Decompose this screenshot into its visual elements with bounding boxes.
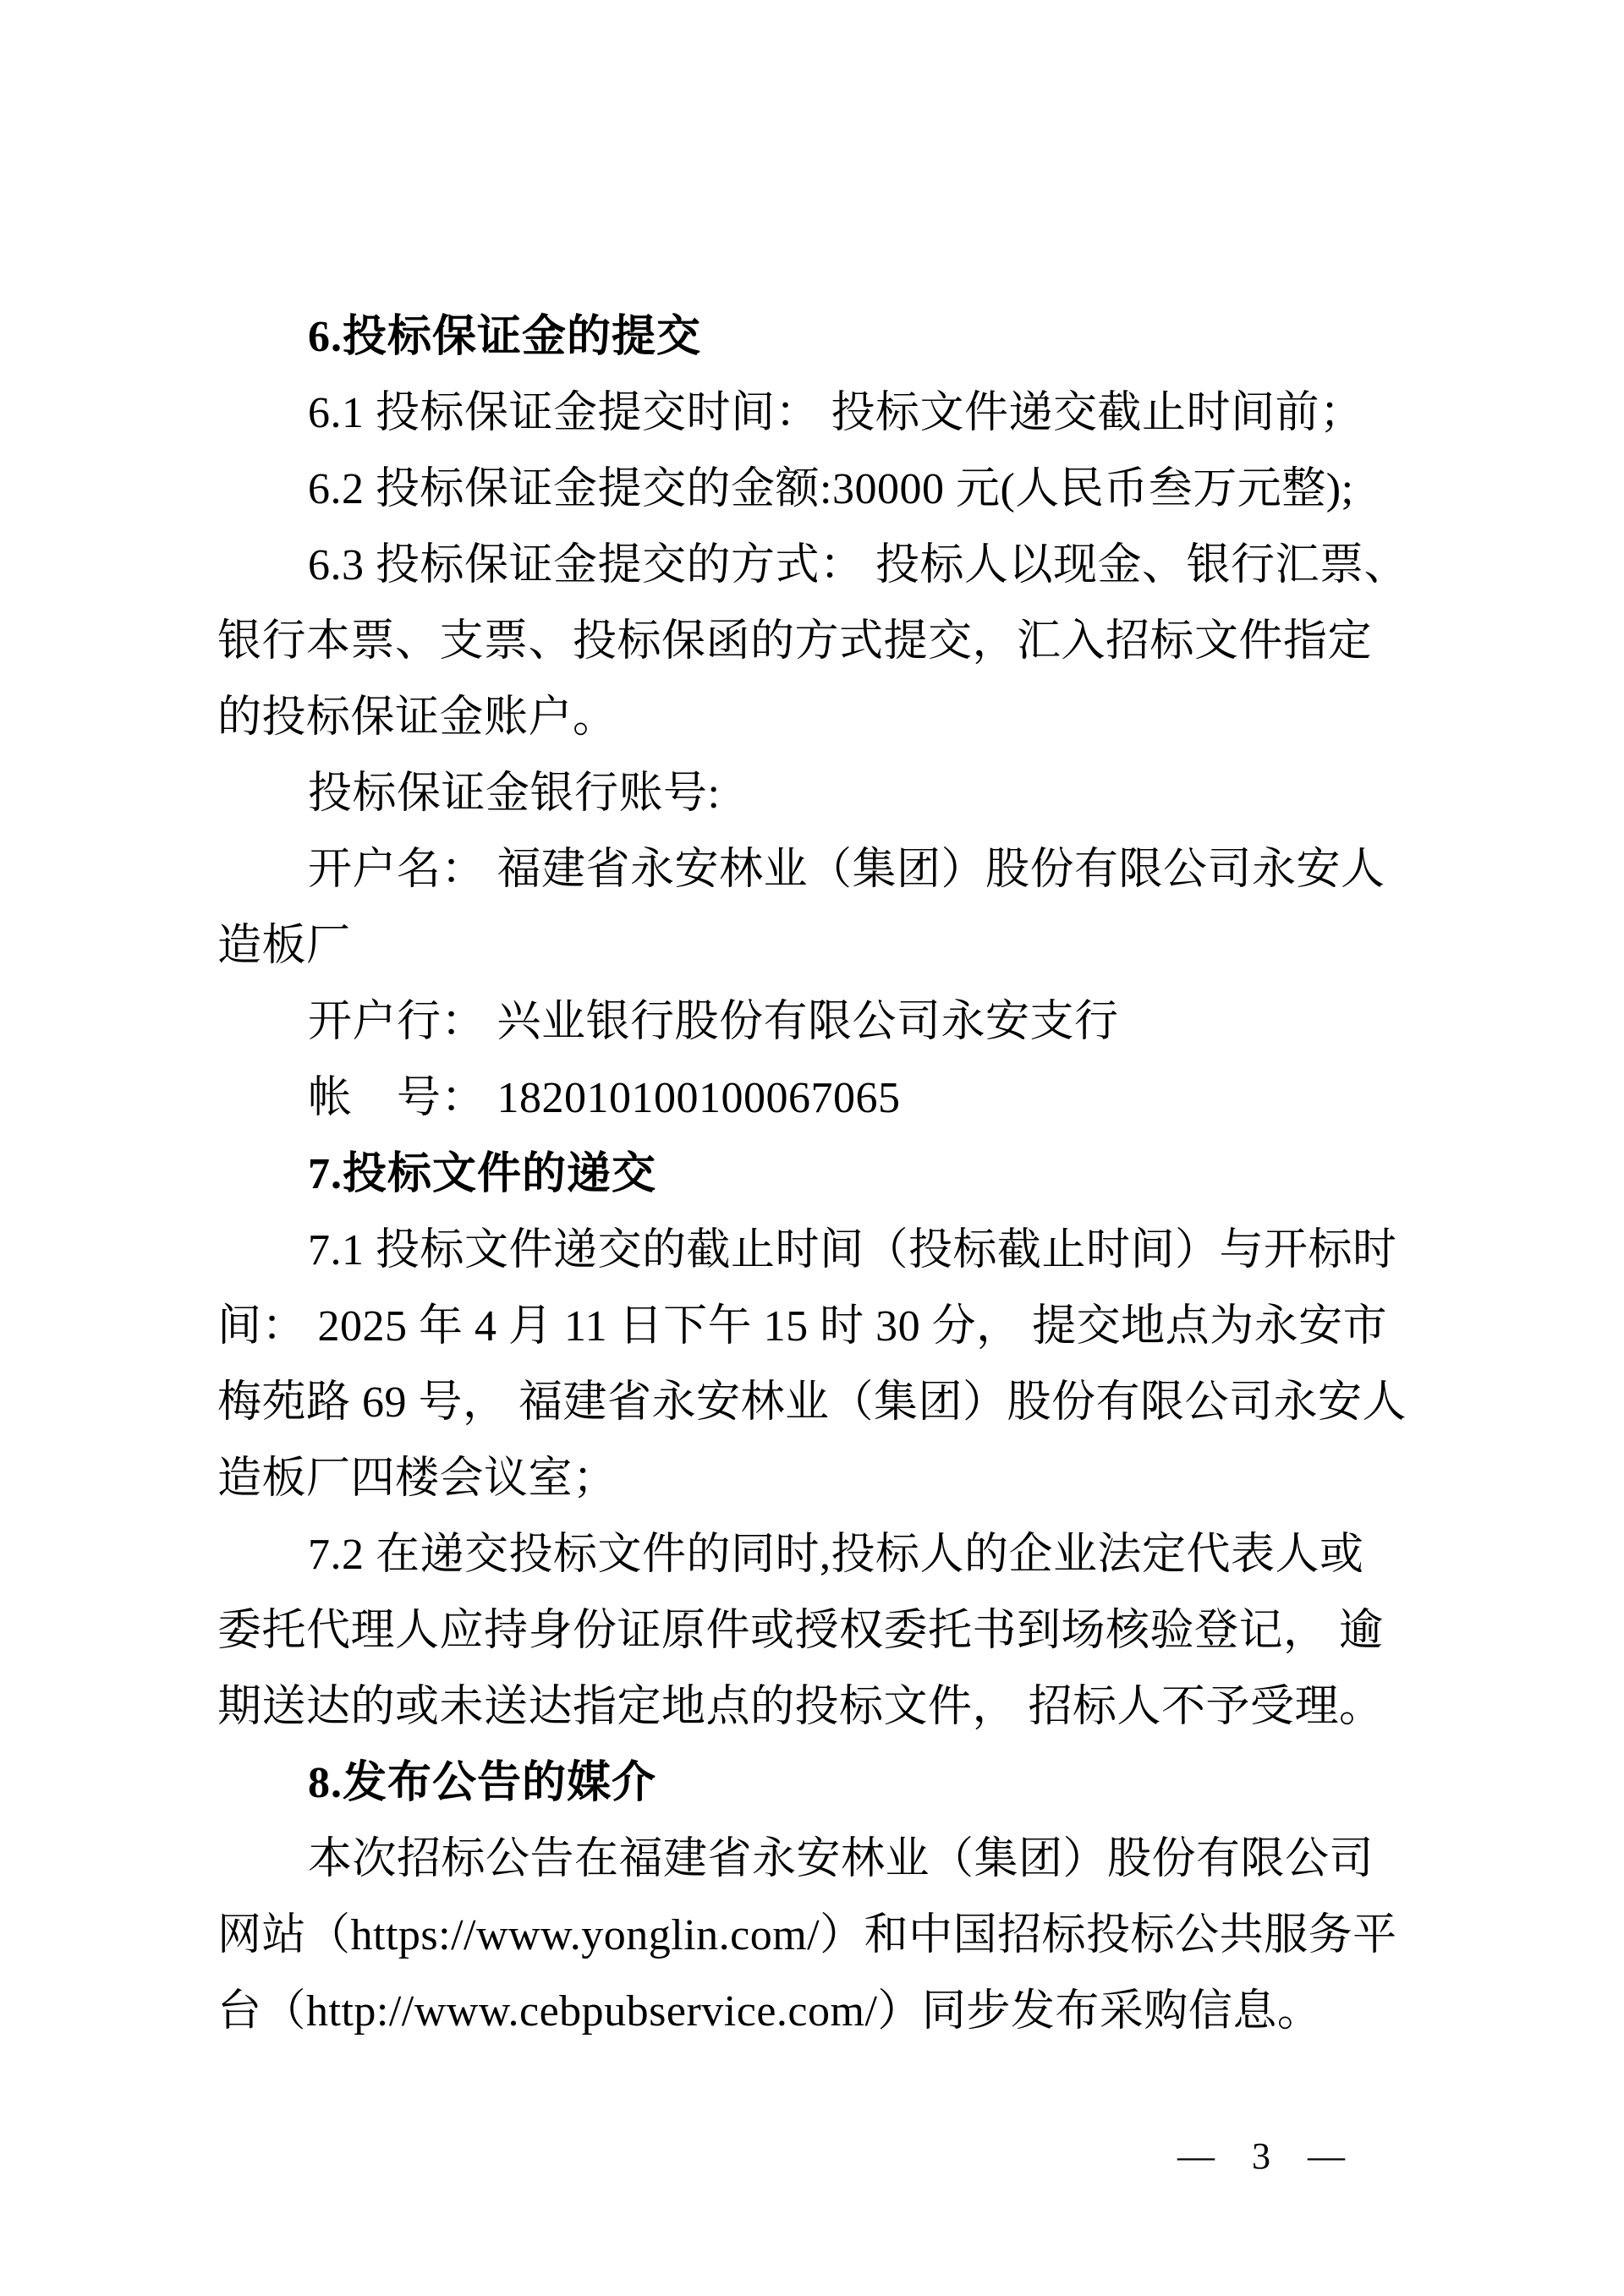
line-8-body-3: 台（http://www.cebpubservice.com/）同步发布采购信息。 <box>217 1987 1322 2036</box>
line-8-body-1: 本次招标公告在福建省永安林业（集团）股份有限公司 <box>308 1835 1374 1883</box>
line-8-body-2: 网站（https://www.yonglin.com/）和中国招标投标公共服务平 <box>217 1911 1397 1959</box>
line-6-2: 6.2 投标保证金提交的金额:30000 元(人民币叁万元整); <box>308 465 1354 513</box>
line-7-1-continuation-1: 间： 2025 年 4 月 11 日下午 15 时 30 分， 提交地点为永安市 <box>217 1302 1388 1351</box>
line-7-2: 7.2 在递交投标文件的同时,投标人的企业法定代表人或 <box>308 1531 1364 1579</box>
line-7-2-continuation-2: 期送达的或未送达指定地点的投标文件， 招标人不予受理。 <box>217 1683 1384 1731</box>
line-account-name: 开户名： 福建省永安林业（集团）股份有限公司永安人 <box>308 846 1385 894</box>
line-bank-name: 开户行： 兴业银行股份有限公司永安支行 <box>308 998 1119 1046</box>
line-7-1: 7.1 投标文件递交的截止时间（投标截止时间）与开标时 <box>308 1226 1397 1274</box>
document-body <box>217 299 1409 2050</box>
line-account-name-cont: 造板厂 <box>217 922 351 970</box>
line-deposit-account-title: 投标保证金银行账号: <box>308 770 721 818</box>
line-7-1-continuation-2: 梅苑路 69 号， 福建省永安林业（集团）股份有限公司永安人 <box>217 1378 1407 1427</box>
line-6-3: 6.3 投标保证金提交的方式： 投标人以现金、银行汇票、 <box>308 541 1409 589</box>
section-heading-8: 8.发布公告的媒介 <box>308 1759 657 1807</box>
line-6-3-continuation-1: 银行本票、支票、投标保函的方式提交，汇入招标文件指定 <box>217 617 1373 666</box>
section-heading-6: 6.投标保证金的提交 <box>308 313 702 361</box>
line-7-2-continuation-1: 委托代理人应持身份证原件或授权委托书到场核验登记， 逾 <box>217 1607 1384 1655</box>
line-account-number: 帐 号： 182010100100067065 <box>308 1074 901 1122</box>
line-7-1-continuation-3: 造板厂四楼会议室； <box>217 1455 617 1503</box>
line-6-3-continuation-2: 的投标保证金账户。 <box>217 693 617 742</box>
page-number: — 3 — <box>1177 2135 1345 2177</box>
line-6-1: 6.1 投标保证金提交时间： 投标文件递交截止时间前； <box>308 389 1364 437</box>
section-heading-7: 7.投标文件的递交 <box>308 1150 657 1198</box>
